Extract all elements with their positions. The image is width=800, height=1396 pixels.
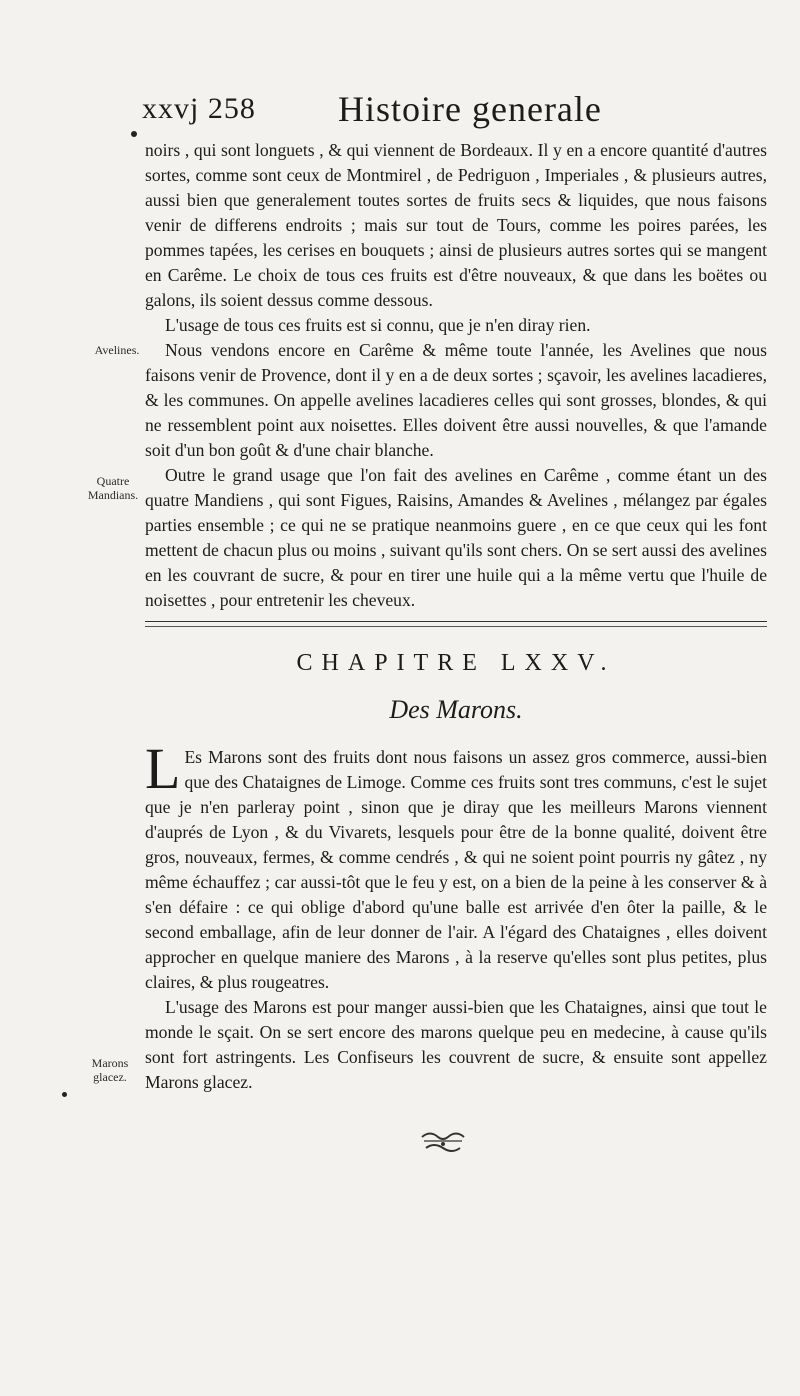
margin-note-avelines: Avelines. — [94, 343, 140, 357]
margin-note-quatre-mandians: Quatre Mandians. — [87, 474, 139, 502]
paragraph-marons-text: Es Marons sont des fruits dont nous faisons un assez gros commerce, aussi-bien que des Chataignes de Limoge. Comme ces fruits sont tres communs, c'est le sujet que je n'en parleray point , sinon que je diray que les meilleurs Marons viennent d'auprés de Lyon , & du Vivarets, lesquels pour être de la bonne qualité, doivent être gros, nouveaux, fermes, & comme cendrés , & qui ne soient point pourris ny gâtez , ny même échauffez ; car aussi-tôt que le feu y est, on a bien de la peine à les conserver & à s'en défaire : ce qui oblige d'abord qu'une balle est arrivée d'en ôter la paille, & le second emballage, afin de leur donner de l'air. A l'égard des Chataignes , elles doivent approcher en quelque maniere des Marons , à la reserve qu'elles sont plus petites, plus claires, & plus rougeatres. — [145, 747, 767, 992]
page-header — [142, 89, 782, 142]
section-fruits — [145, 138, 767, 613]
section-rule-bottom — [145, 626, 767, 627]
paragraph-quatre-mandians: Outre le grand usage que l'on fait des avelines en Carême , comme étant un des quatre Mandiens , qui sont Figues, Raisins, Amandes & Avelines , mélangez par égales parties ensemble ; ce qui ne se pratique neanmoins guere , en ce que ceux qui les font mettent de chacun plus ou moins , suivant qu'ils sont chers. On se sert aussi des avelines en les couvrant de sucre, & pour en tirer une huile qui a la même vertu que l'huile de noisettes , pour entretenir les cheveux. — [145, 465, 767, 610]
ink-dot — [62, 1092, 67, 1097]
paragraph-usage-marons: L'usage des Marons est pour manger aussi-bien que les Chataignes, ainsi que tout le monde le sçait. On se sert encore des marons quelque peu en medecine, à cause qu'ils sont fort astringents. Les Confiseurs les couvrent de sucre, & ensuite sont appellez Marons glacez. — [145, 997, 767, 1092]
ink-dot — [131, 131, 137, 137]
chapter-heading: CHAPITRE LXXV. — [296, 650, 616, 676]
ornament-icon — [418, 1128, 468, 1158]
paragraph-marons — [145, 736, 767, 995]
paragraph-avelines: Nous vendons encore en Carême & même toute l'année, les Avelines que nous faisons venir de Provence, dont il y en a de deux sortes ; sçavoir, les avelines lacadieres, & les communes. On appelle avelines lacadieres celles qui sont grosses, blondes, & qui ne ressemblent point aux noisettes. Elles doivent être aussi nouvelles, & que l'amande soit d'un bon goût & d'une chair blanche. — [145, 340, 767, 460]
paragraph-fruits-secs: noirs , qui sont longuets , & qui viennent de Bordeaux. Il y en a encore quantité d'autres sortes, comme sont ceux de Montmirel , de Pedriguon , Imperiales , & plusieurs autres, aussi bien que generalement toutes sortes de fruits secs & liquides, que nous faisons venir de differens endroits ; mais sur tout de Tours, comme les poires parées, les pommes tapées, les cerises en bouquets ; ainsi de plusieurs autres sortes qui se mangent en Carême. Le choix de tous ces fruits est d'être nouveaux, & que dans les boëtes ou galons, ils soient dessus comme dessous. — [145, 140, 767, 310]
paragraph-usage-fruits: L'usage de tous ces fruits est si connu, que je n'en diray rien. — [165, 315, 591, 335]
chapter-title: Des Marons. — [389, 695, 523, 724]
running-head: Histoire generale — [338, 89, 602, 129]
section-marons — [145, 736, 767, 1095]
page-number: xxvj 258 — [142, 92, 256, 125]
margin-note-marons-glacez: Marons glacez. — [91, 1056, 129, 1084]
section-rule-top — [145, 621, 767, 622]
drop-cap: L — [145, 736, 181, 801]
